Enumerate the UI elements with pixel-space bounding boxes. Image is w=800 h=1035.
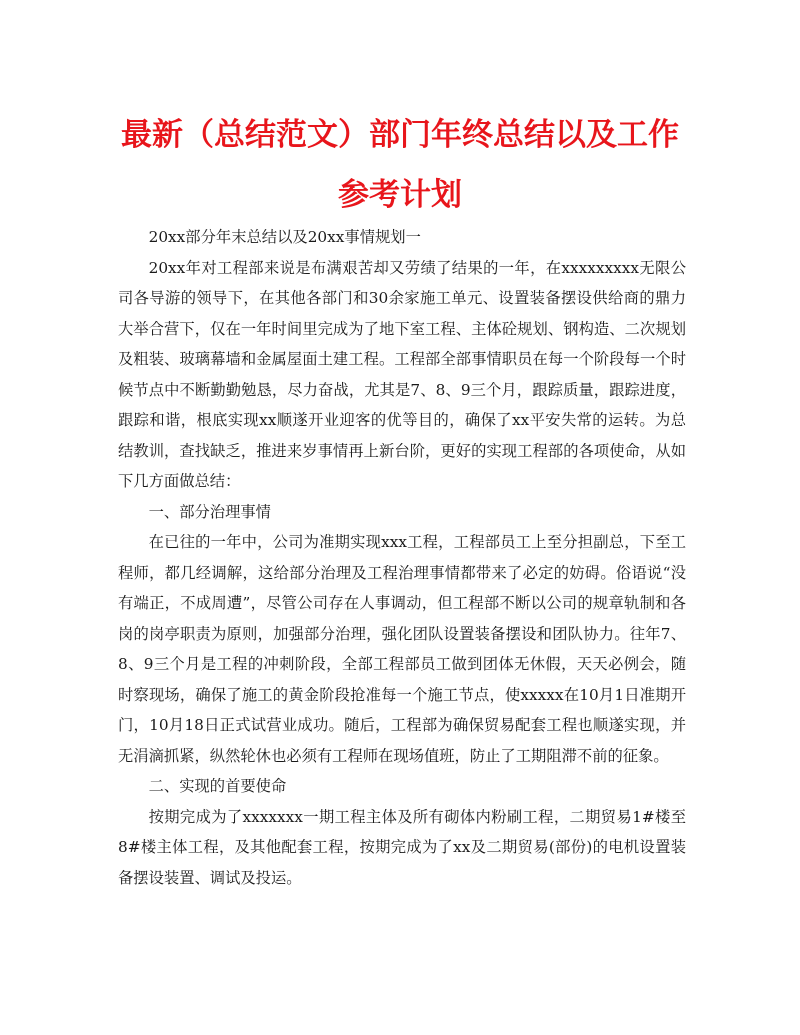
paragraph-intro: 20xx年对工程部来说是布满艰苦却又劳绩了结果的一年，在xxxxxxxxx无限公司各导游的领导下，在其他各部门和30余家施工单元、设置装备摆设供给商的鼎力大举合营下，仅在一年时间里完成为了地下室工程、主体砼规划、钢构造、二次规划及粗装、玻璃幕墙和金属屋面土建工程。工程部全部事情职员在每一个阶段每一个时候节点中不断勤勤勉恳，尽力奋战，尤其是7、8、9三个月，跟踪质量，跟踪进度，跟踪和谐，根底实现xx顺遂开业迎客的优等目的，确保了xx平安失常的运转。为总结教训，查找缺乏，推进来岁事情再上新台阶，更好的实现工程部的各项使命，从如下几方面做总结： (118, 258, 686, 490)
paragraph-management: 在已往的一年中，公司为准期实现xxx工程，工程部员工上至分担副总，下至工程师，都几经调解，这给部分治理及工程治理事情都带来了必定的妨碍。俗语说“没有端正，不成周遭”，尽管公司存在人事调动，但工程部不断以公司的规章轨制和各岗的岗亭职责为原则，加强部分治理，强化团队设置装备摆设和团队协力。往年7、8、9三个月是工程的冲刺阶段，全部工程部员工做到团体无休假，天天必例会，随时察现场，确保了施工的黄金阶段抢准每一个施工节点，使xxxxx在10月1日准期开门，10月18日正式试营业成功。随后，工程部为确保贸易配套工程也顺遂实现，并无涓滴抓紧，纵然轮休也必须有工程师在现场值班，防止了工期阻滞不前的征象。 (118, 533, 686, 765)
document-body (118, 222, 686, 893)
section-heading-main-tasks: 二、实现的首要使命 (148, 777, 287, 795)
document-title-line-2: 参考计划 (338, 177, 462, 213)
document-title-line-1: 最新（总结范文）部门年终总结以及工作 (121, 117, 679, 153)
paragraph-main-tasks: 按期完成为了xxxxxxx一期工程主体及所有砌体内粉刷工程，二期贸易1#楼至8#楼主体工程，及其他配套工程，按期完成为了xx及二期贸易(部份)的电机设置装备摆设装置、调试及投运。 (118, 807, 686, 887)
paragraph-subtitle: 20xx部分年末总结以及20xx事情规划一 (148, 228, 421, 246)
section-heading-management: 一、部分治理事情 (148, 502, 271, 521)
